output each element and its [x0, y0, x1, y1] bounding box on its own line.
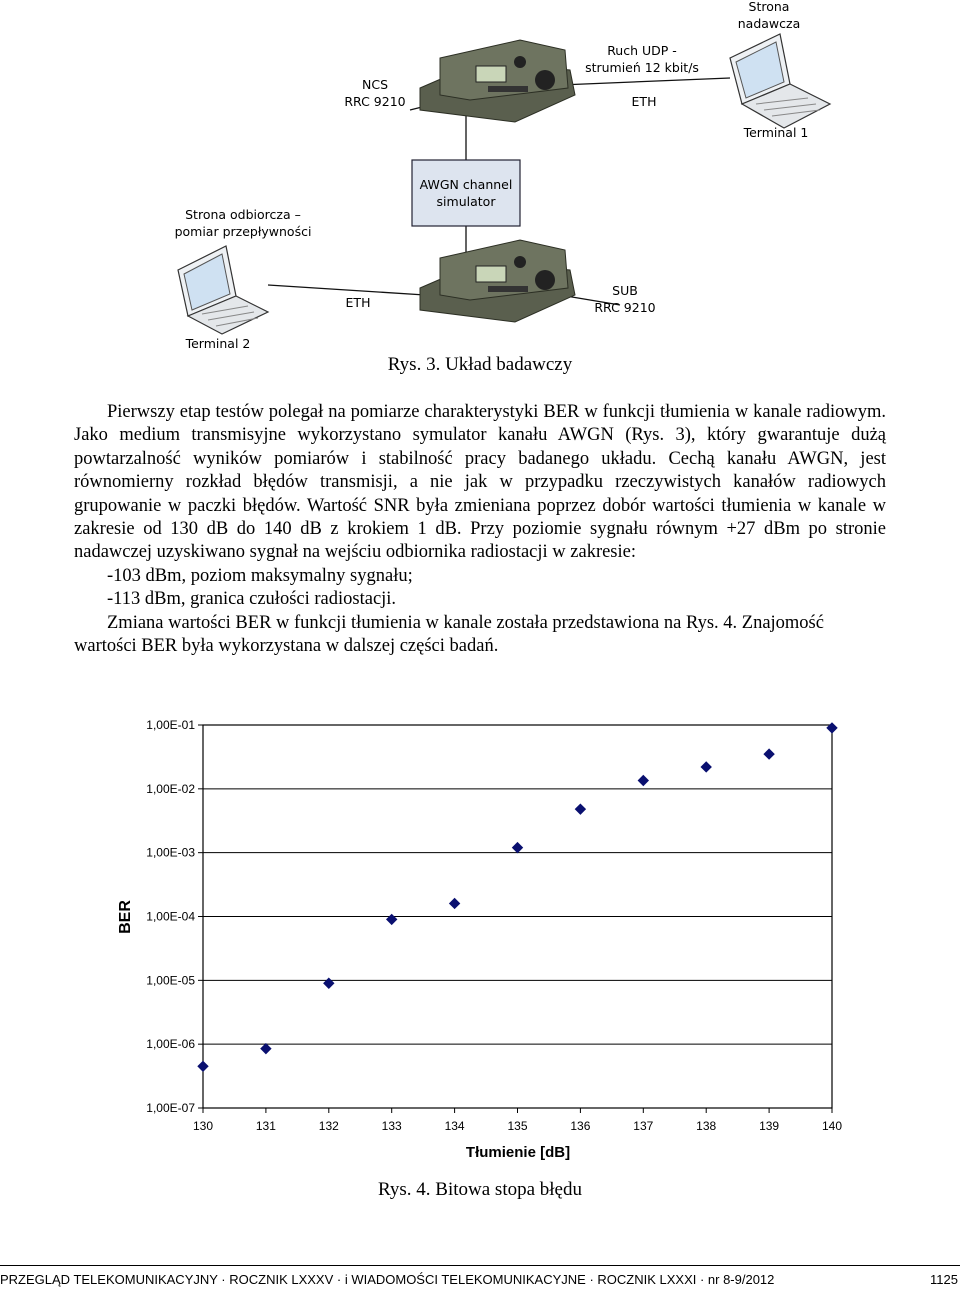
x-tick-label: 133 — [381, 1119, 402, 1133]
data-point — [450, 898, 460, 908]
body-text — [74, 401, 886, 658]
list-item-2: -113 dBm, granica czułości radiostacji. — [107, 589, 397, 610]
radio-sub-icon — [420, 240, 575, 322]
y-tick-label: 1,00E-06 — [146, 1037, 195, 1052]
x-tick-label: 139 — [759, 1119, 780, 1133]
paragraph-1: Pierwszy etap testów polegał na pomiarze charakterystyki BER w funkcji tłumienia w kanale radiowym. Jako medium transmisyjne wykorzystano symulator kanału AWGN (Rys. 3), który gwarantuje dużą powtarzalność wyników pomiarów i stabilność pracy badanego układu. Cechą kanału AWGN, jest równomierny rozkład błędów transmisji, a nie jak w przypadku rzeczywistych kanałów radiowych grupowanie w paczki błędów. Wartość SNR była zmieniana poprzez dobór wartości tłumienia w kanale w zakresie od 130 dB do 140 dB z krokiem 1 dB. Przy poziomie sygnału równym +27 dBm po stronie nadawczej uzyskiwano sygnał na wejściu odbiornika radiostacji w zakresie: — [74, 402, 886, 563]
data-points — [198, 723, 837, 1071]
data-point — [638, 776, 648, 786]
y-tick-label: 1,00E-04 — [146, 909, 195, 924]
link-eth-top — [560, 78, 730, 85]
y-tick-labels — [146, 718, 195, 1115]
label-sender-side: Strona nadawcza — [737, 0, 801, 31]
paragraph-2: Zmiana wartości BER w funkcji tłumienia w kanale została przedstawiona na Rys. 4. Znajomość wartości BER była wykorzystana w dalszej części badań. — [74, 612, 824, 657]
data-point — [198, 1061, 208, 1071]
label-sub: SUB RRC 9210 — [594, 283, 656, 315]
x-tick-label: 131 — [255, 1119, 276, 1133]
figure-3-caption: Rys. 3. Układ badawczy — [387, 354, 573, 375]
y-tick-label: 1,00E-07 — [146, 1101, 195, 1115]
label-eth-top: ETH — [631, 94, 657, 109]
page-number: 1125 — [930, 1272, 958, 1287]
x-tick-label: 136 — [570, 1119, 591, 1133]
laptop-terminal-1-icon — [730, 34, 830, 128]
footer-rule — [0, 1265, 960, 1266]
x-tick-label: 134 — [444, 1119, 465, 1133]
label-udp-stream: Ruch UDP - strumień 12 kbit/s — [585, 43, 699, 75]
figure-4-caption: Rys. 4. Bitowa stopa błędu — [377, 1179, 582, 1200]
y-tick-label: 1,00E-01 — [146, 718, 195, 732]
x-axis-label: Tłumienie [dB] — [465, 1144, 571, 1161]
y-axis-label: BER — [117, 900, 134, 934]
label-awgn-simulator: AWGN channel simulator — [419, 177, 513, 209]
data-point — [513, 843, 523, 853]
data-point — [387, 914, 397, 924]
journal-name: PRZEGLĄD TELEKOMUNIKACYJNY · ROCZNIK LXXXV · i WIADOMOŚCI TELEKOMUNIKACYJNE · ROCZNIK LXXXI · nr 8-9/2012 — [0, 1272, 775, 1287]
label-receiver-side: Strona odbiorcza – pomiar przepływności — [174, 207, 312, 239]
list-item-1: -103 dBm, poziom maksymalny sygnału; — [107, 565, 413, 586]
x-tick-label: 140 — [821, 1119, 843, 1133]
x-tick-label: 135 — [507, 1119, 528, 1133]
data-point — [575, 804, 585, 814]
y-tick-label: 1,00E-03 — [146, 845, 195, 860]
y-tick-label: 1,00E-02 — [146, 781, 195, 796]
laptop-terminal-2-icon — [178, 246, 268, 334]
x-tick-labels — [193, 1119, 842, 1133]
diagram-graphics — [0, 0, 960, 350]
y-tick-label: 1,00E-05 — [146, 973, 195, 988]
x-tick-label: 132 — [318, 1119, 339, 1133]
chart-grid — [198, 725, 832, 1113]
ber-chart — [100, 705, 870, 1175]
label-ncs: NCS RRC 9210 — [344, 77, 406, 109]
x-tick-label: 130 — [192, 1119, 214, 1133]
x-tick-label: 138 — [696, 1119, 717, 1133]
x-tick-label: 137 — [633, 1119, 654, 1133]
label-terminal-1: Terminal 1 — [743, 125, 809, 140]
radio-ncs-icon — [420, 40, 575, 122]
data-point — [701, 762, 711, 772]
data-point — [261, 1044, 271, 1054]
label-terminal-2: Terminal 2 — [185, 336, 251, 351]
data-point — [764, 749, 774, 759]
data-point — [324, 978, 334, 988]
label-eth-bottom: ETH — [345, 295, 371, 310]
